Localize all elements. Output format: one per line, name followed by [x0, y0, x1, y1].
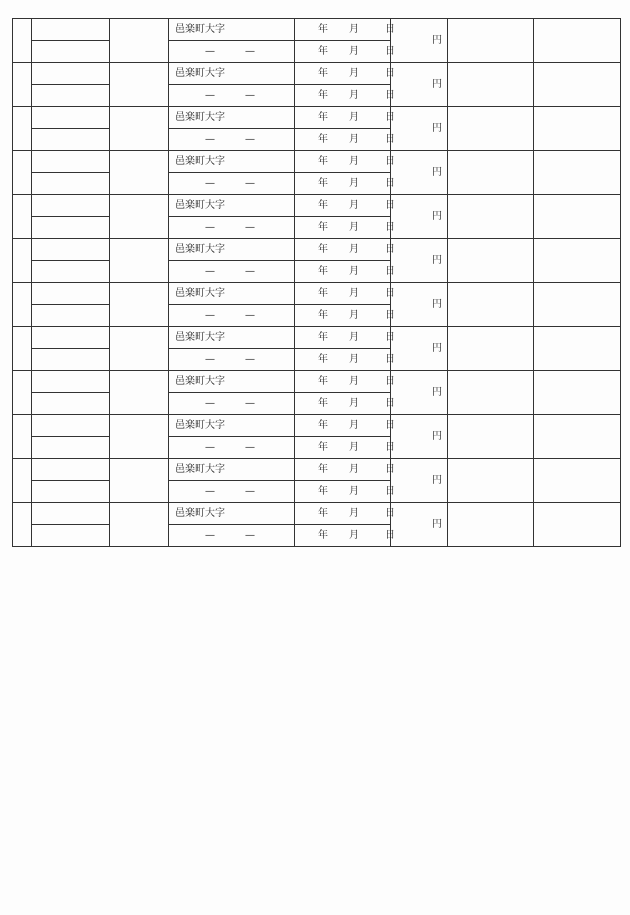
day-label: 日	[385, 133, 395, 145]
day-label: 日	[385, 507, 395, 519]
table-row	[13, 19, 621, 63]
month-label: 月	[349, 89, 359, 101]
name-cell[interactable]	[32, 129, 110, 151]
amount-cell[interactable]	[391, 19, 448, 63]
lot-number-cell[interactable]	[169, 85, 295, 107]
end-date-cell[interactable]	[295, 481, 395, 503]
relation-cell[interactable]	[110, 459, 169, 503]
name-kana-cell[interactable]	[32, 19, 110, 41]
name-cell[interactable]	[32, 393, 110, 415]
relation-cell[interactable]	[110, 503, 169, 547]
remarks-cell[interactable]	[448, 107, 534, 151]
notes-cell[interactable]	[534, 107, 621, 151]
address-prefix: 邑楽町大字	[175, 331, 225, 343]
amount-cell[interactable]	[391, 63, 448, 107]
table-row	[13, 371, 621, 415]
yen-unit: 円	[432, 167, 442, 178]
end-date-cell[interactable]	[295, 525, 395, 547]
address-prefix: 邑楽町大字	[175, 507, 225, 519]
month-label: 月	[349, 507, 359, 519]
notes-cell[interactable]	[534, 459, 621, 503]
name-cell[interactable]	[32, 261, 110, 283]
row-number-cell[interactable]	[13, 19, 32, 63]
year-label: 年	[318, 67, 328, 79]
lot-dash-2: —	[245, 89, 255, 101]
amount-cell[interactable]	[391, 415, 448, 459]
lot-dash-2: —	[245, 265, 255, 277]
name-kana-cell[interactable]	[32, 239, 110, 261]
notes-cell[interactable]	[534, 151, 621, 195]
yen-unit: 円	[432, 255, 442, 266]
name-kana-cell[interactable]	[32, 503, 110, 525]
address-cell[interactable]	[169, 19, 295, 41]
remarks-cell[interactable]	[448, 63, 534, 107]
remarks-cell[interactable]	[448, 283, 534, 327]
name-kana-cell[interactable]	[32, 195, 110, 217]
address-prefix: 邑楽町大字	[175, 67, 225, 79]
address-cell[interactable]	[169, 283, 295, 305]
day-label: 日	[385, 375, 395, 387]
end-date-cell[interactable]	[295, 261, 395, 283]
yen-unit: 円	[432, 431, 442, 442]
end-date-cell[interactable]	[295, 217, 395, 239]
month-label: 月	[349, 199, 359, 211]
name-cell[interactable]	[32, 85, 110, 107]
yen-unit: 円	[432, 35, 442, 46]
day-label: 日	[385, 353, 395, 365]
lot-dash-1: —	[205, 529, 215, 541]
lot-dash-1: —	[205, 221, 215, 233]
remarks-cell[interactable]	[448, 239, 534, 283]
month-label: 月	[349, 309, 359, 321]
lot-number-cell[interactable]	[169, 173, 295, 195]
remarks-cell[interactable]	[448, 371, 534, 415]
month-label: 月	[349, 463, 359, 475]
address-prefix: 邑楽町大字	[175, 155, 225, 167]
start-date-cell[interactable]	[295, 415, 395, 437]
name-kana-cell[interactable]	[32, 151, 110, 173]
year-label: 年	[318, 265, 328, 277]
lot-number-cell[interactable]	[169, 305, 295, 327]
address-prefix: 邑楽町大字	[175, 375, 225, 387]
lot-dash-2: —	[245, 441, 255, 453]
address-cell[interactable]	[169, 107, 295, 129]
relation-cell[interactable]	[110, 107, 169, 151]
lot-dash-1: —	[205, 441, 215, 453]
day-label: 日	[385, 155, 395, 167]
start-date-cell[interactable]	[295, 371, 395, 393]
start-date-cell[interactable]	[295, 151, 395, 173]
lot-dash-2: —	[245, 177, 255, 189]
amount-cell[interactable]	[391, 151, 448, 195]
end-date-cell[interactable]	[295, 173, 395, 195]
day-label: 日	[385, 463, 395, 475]
address-cell[interactable]	[169, 371, 295, 393]
year-label: 年	[318, 177, 328, 189]
lot-number-cell[interactable]	[169, 525, 295, 547]
notes-cell[interactable]	[534, 63, 621, 107]
lot-number-cell[interactable]	[169, 437, 295, 459]
lot-dash-2: —	[245, 133, 255, 145]
row-number-cell[interactable]	[13, 371, 32, 415]
lot-number-cell[interactable]	[169, 217, 295, 239]
month-label: 月	[349, 353, 359, 365]
remarks-cell[interactable]	[448, 195, 534, 239]
year-label: 年	[318, 111, 328, 123]
day-label: 日	[385, 23, 395, 35]
day-label: 日	[385, 67, 395, 79]
table-row	[13, 459, 621, 503]
address-cell[interactable]	[169, 239, 295, 261]
relation-cell[interactable]	[110, 239, 169, 283]
name-kana-cell[interactable]	[32, 283, 110, 305]
table-row	[13, 415, 621, 459]
start-date-cell[interactable]	[295, 503, 395, 525]
address-prefix: 邑楽町大字	[175, 199, 225, 211]
notes-cell[interactable]	[534, 503, 621, 547]
address-prefix: 邑楽町大字	[175, 463, 225, 475]
yen-unit: 円	[432, 387, 442, 398]
lot-dash-2: —	[245, 353, 255, 365]
relation-cell[interactable]	[110, 415, 169, 459]
year-label: 年	[318, 375, 328, 387]
end-date-cell[interactable]	[295, 85, 395, 107]
lot-dash-2: —	[245, 45, 255, 57]
month-label: 月	[349, 133, 359, 145]
year-label: 年	[318, 529, 328, 541]
year-label: 年	[318, 485, 328, 497]
table-row	[13, 151, 621, 195]
row-number-cell[interactable]	[13, 239, 32, 283]
amount-cell[interactable]	[391, 283, 448, 327]
day-label: 日	[385, 529, 395, 541]
year-label: 年	[318, 309, 328, 321]
lot-dash-1: —	[205, 353, 215, 365]
notes-cell[interactable]	[534, 239, 621, 283]
lot-dash-2: —	[245, 529, 255, 541]
address-prefix: 邑楽町大字	[175, 111, 225, 123]
notes-cell[interactable]	[534, 415, 621, 459]
notes-cell[interactable]	[534, 371, 621, 415]
month-label: 月	[349, 397, 359, 409]
year-label: 年	[318, 243, 328, 255]
end-date-cell[interactable]	[295, 437, 395, 459]
remarks-cell[interactable]	[448, 459, 534, 503]
lot-dash-1: —	[205, 177, 215, 189]
yen-unit: 円	[432, 475, 442, 486]
start-date-cell[interactable]	[295, 459, 395, 481]
end-date-cell[interactable]	[295, 393, 395, 415]
record-table	[12, 18, 621, 547]
remarks-cell[interactable]	[448, 503, 534, 547]
month-label: 月	[349, 375, 359, 387]
day-label: 日	[385, 265, 395, 277]
table-row	[13, 63, 621, 107]
lot-dash-1: —	[205, 309, 215, 321]
row-number-cell[interactable]	[13, 415, 32, 459]
month-label: 月	[349, 529, 359, 541]
amount-cell[interactable]	[391, 107, 448, 151]
month-label: 月	[349, 287, 359, 299]
day-label: 日	[385, 441, 395, 453]
name-kana-cell[interactable]	[32, 63, 110, 85]
row-number-cell[interactable]	[13, 459, 32, 503]
row-number-cell[interactable]	[13, 63, 32, 107]
lot-dash-1: —	[205, 89, 215, 101]
year-label: 年	[318, 353, 328, 365]
year-label: 年	[318, 441, 328, 453]
remarks-cell[interactable]	[448, 151, 534, 195]
name-kana-cell[interactable]	[32, 371, 110, 393]
year-label: 年	[318, 199, 328, 211]
remarks-cell[interactable]	[448, 19, 534, 63]
yen-unit: 円	[432, 79, 442, 90]
end-date-cell[interactable]	[295, 349, 395, 371]
lot-dash-2: —	[245, 485, 255, 497]
row-number-cell[interactable]	[13, 195, 32, 239]
name-cell[interactable]	[32, 437, 110, 459]
amount-cell[interactable]	[391, 239, 448, 283]
month-label: 月	[349, 155, 359, 167]
start-date-cell[interactable]	[295, 195, 395, 217]
day-label: 日	[385, 221, 395, 233]
relation-cell[interactable]	[110, 327, 169, 371]
relation-cell[interactable]	[110, 151, 169, 195]
amount-cell[interactable]	[391, 327, 448, 371]
relation-cell[interactable]	[110, 371, 169, 415]
relation-cell[interactable]	[110, 19, 169, 63]
name-cell[interactable]	[32, 349, 110, 371]
end-date-cell[interactable]	[295, 129, 395, 151]
lot-dash-1: —	[205, 265, 215, 277]
lot-number-cell[interactable]	[169, 349, 295, 371]
table-row	[13, 283, 621, 327]
relation-cell[interactable]	[110, 283, 169, 327]
notes-cell[interactable]	[534, 195, 621, 239]
year-label: 年	[318, 133, 328, 145]
address-prefix: 邑楽町大字	[175, 243, 225, 255]
name-cell[interactable]	[32, 305, 110, 327]
name-kana-cell[interactable]	[32, 415, 110, 437]
name-cell[interactable]	[32, 173, 110, 195]
address-cell[interactable]	[169, 503, 295, 525]
start-date-cell[interactable]	[295, 107, 395, 129]
address-cell[interactable]	[169, 327, 295, 349]
address-cell[interactable]	[169, 63, 295, 85]
day-label: 日	[385, 419, 395, 431]
day-label: 日	[385, 199, 395, 211]
address-prefix: 邑楽町大字	[175, 23, 225, 35]
day-label: 日	[385, 89, 395, 101]
notes-cell[interactable]	[534, 19, 621, 63]
lot-dash-1: —	[205, 45, 215, 57]
start-date-cell[interactable]	[295, 283, 395, 305]
lot-number-cell[interactable]	[169, 129, 295, 151]
lot-number-cell[interactable]	[169, 41, 295, 63]
amount-cell[interactable]	[391, 195, 448, 239]
row-number-cell[interactable]	[13, 327, 32, 371]
lot-dash-1: —	[205, 133, 215, 145]
address-cell[interactable]	[169, 415, 295, 437]
month-label: 月	[349, 331, 359, 343]
row-number-cell[interactable]	[13, 283, 32, 327]
address-cell[interactable]	[169, 195, 295, 217]
start-date-cell[interactable]	[295, 327, 395, 349]
year-label: 年	[318, 331, 328, 343]
table-row	[13, 239, 621, 283]
remarks-cell[interactable]	[448, 415, 534, 459]
lot-number-cell[interactable]	[169, 481, 295, 503]
table-row	[13, 107, 621, 151]
name-kana-cell[interactable]	[32, 327, 110, 349]
name-kana-cell[interactable]	[32, 107, 110, 129]
day-label: 日	[385, 111, 395, 123]
remarks-cell[interactable]	[448, 327, 534, 371]
yen-unit: 円	[432, 299, 442, 310]
relation-cell[interactable]	[110, 195, 169, 239]
year-label: 年	[318, 287, 328, 299]
month-label: 月	[349, 221, 359, 233]
table-row	[13, 503, 621, 547]
lot-number-cell[interactable]	[169, 393, 295, 415]
amount-cell[interactable]	[391, 459, 448, 503]
address-prefix: 邑楽町大字	[175, 287, 225, 299]
address-cell[interactable]	[169, 459, 295, 481]
day-label: 日	[385, 177, 395, 189]
end-date-cell[interactable]	[295, 41, 395, 63]
name-cell[interactable]	[32, 41, 110, 63]
name-kana-cell[interactable]	[32, 459, 110, 481]
year-label: 年	[318, 89, 328, 101]
day-label: 日	[385, 309, 395, 321]
table-row	[13, 327, 621, 371]
start-date-cell[interactable]	[295, 63, 395, 85]
name-cell[interactable]	[32, 217, 110, 239]
month-label: 月	[349, 45, 359, 57]
year-label: 年	[318, 397, 328, 409]
notes-cell[interactable]	[534, 327, 621, 371]
year-label: 年	[318, 463, 328, 475]
yen-unit: 円	[432, 343, 442, 354]
year-label: 年	[318, 507, 328, 519]
month-label: 月	[349, 177, 359, 189]
address-cell[interactable]	[169, 151, 295, 173]
month-label: 月	[349, 111, 359, 123]
amount-cell[interactable]	[391, 371, 448, 415]
month-label: 月	[349, 23, 359, 35]
lot-number-cell[interactable]	[169, 261, 295, 283]
month-label: 月	[349, 441, 359, 453]
month-label: 月	[349, 419, 359, 431]
day-label: 日	[385, 485, 395, 497]
month-label: 月	[349, 243, 359, 255]
yen-unit: 円	[432, 211, 442, 222]
table-row	[13, 195, 621, 239]
month-label: 月	[349, 485, 359, 497]
month-label: 月	[349, 67, 359, 79]
day-label: 日	[385, 331, 395, 343]
address-prefix: 邑楽町大字	[175, 419, 225, 431]
start-date-cell[interactable]	[295, 19, 395, 41]
year-label: 年	[318, 221, 328, 233]
year-label: 年	[318, 419, 328, 431]
lot-dash-2: —	[245, 309, 255, 321]
day-label: 日	[385, 287, 395, 299]
day-label: 日	[385, 45, 395, 57]
year-label: 年	[318, 155, 328, 167]
lot-dash-2: —	[245, 221, 255, 233]
amount-cell[interactable]	[391, 503, 448, 547]
start-date-cell[interactable]	[295, 239, 395, 261]
lot-dash-1: —	[205, 485, 215, 497]
yen-unit: 円	[432, 123, 442, 134]
relation-cell[interactable]	[110, 63, 169, 107]
year-label: 年	[318, 45, 328, 57]
year-label: 年	[318, 23, 328, 35]
row-number-cell[interactable]	[13, 151, 32, 195]
month-label: 月	[349, 265, 359, 277]
day-label: 日	[385, 243, 395, 255]
yen-unit: 円	[432, 519, 442, 530]
end-date-cell[interactable]	[295, 305, 395, 327]
notes-cell[interactable]	[534, 283, 621, 327]
lot-dash-1: —	[205, 397, 215, 409]
lot-dash-2: —	[245, 397, 255, 409]
name-cell[interactable]	[32, 481, 110, 503]
day-label: 日	[385, 397, 395, 409]
row-number-cell[interactable]	[13, 503, 32, 547]
name-cell[interactable]	[32, 525, 110, 547]
row-number-cell[interactable]	[13, 107, 32, 151]
